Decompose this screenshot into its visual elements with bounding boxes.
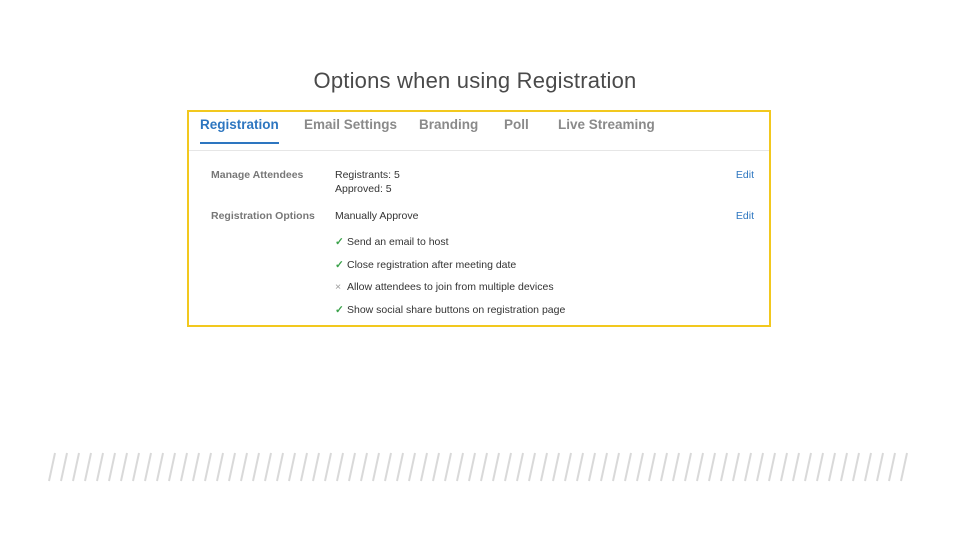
registration-settings-panel bbox=[187, 110, 771, 327]
option-close-registration bbox=[335, 259, 516, 271]
option-multiple-devices bbox=[335, 281, 554, 293]
cross-icon: × bbox=[335, 281, 342, 293]
tab-email-settings[interactable]: Email Settings bbox=[304, 117, 398, 132]
approved-count: Approved: 5 bbox=[335, 183, 392, 195]
check-icon: ✓ bbox=[335, 236, 344, 248]
tab-branding[interactable]: Branding bbox=[419, 117, 479, 132]
option-label: Show social share buttons on registration page bbox=[347, 304, 566, 316]
manage-attendees-edit-link[interactable]: Edit bbox=[735, 169, 754, 181]
tab-bar bbox=[189, 112, 769, 151]
option-label: Send an email to host bbox=[347, 236, 449, 248]
tab-poll[interactable]: Poll bbox=[504, 117, 529, 132]
check-icon: ✓ bbox=[335, 259, 344, 271]
hatch-pattern bbox=[46, 452, 910, 482]
registration-options-label: Registration Options bbox=[211, 210, 315, 222]
slide-title: Options when using Registration bbox=[313, 68, 637, 93]
option-label: Allow attendees to join from multiple devices bbox=[347, 281, 554, 293]
tab-registration[interactable]: Registration bbox=[200, 117, 279, 144]
manage-attendees-label: Manage Attendees bbox=[211, 169, 304, 181]
decorative-hatch-band bbox=[46, 452, 910, 482]
registration-options-edit-link[interactable]: Edit bbox=[735, 210, 754, 222]
registrants-count: Registrants: 5 bbox=[335, 169, 400, 181]
check-icon: ✓ bbox=[335, 304, 344, 316]
approval-mode-value: Manually Approve bbox=[335, 210, 419, 222]
option-social-share-buttons bbox=[335, 304, 565, 316]
option-send-email-to-host bbox=[335, 236, 449, 248]
option-label: Close registration after meeting date bbox=[347, 259, 517, 271]
tab-live-streaming[interactable]: Live Streaming bbox=[558, 117, 655, 132]
